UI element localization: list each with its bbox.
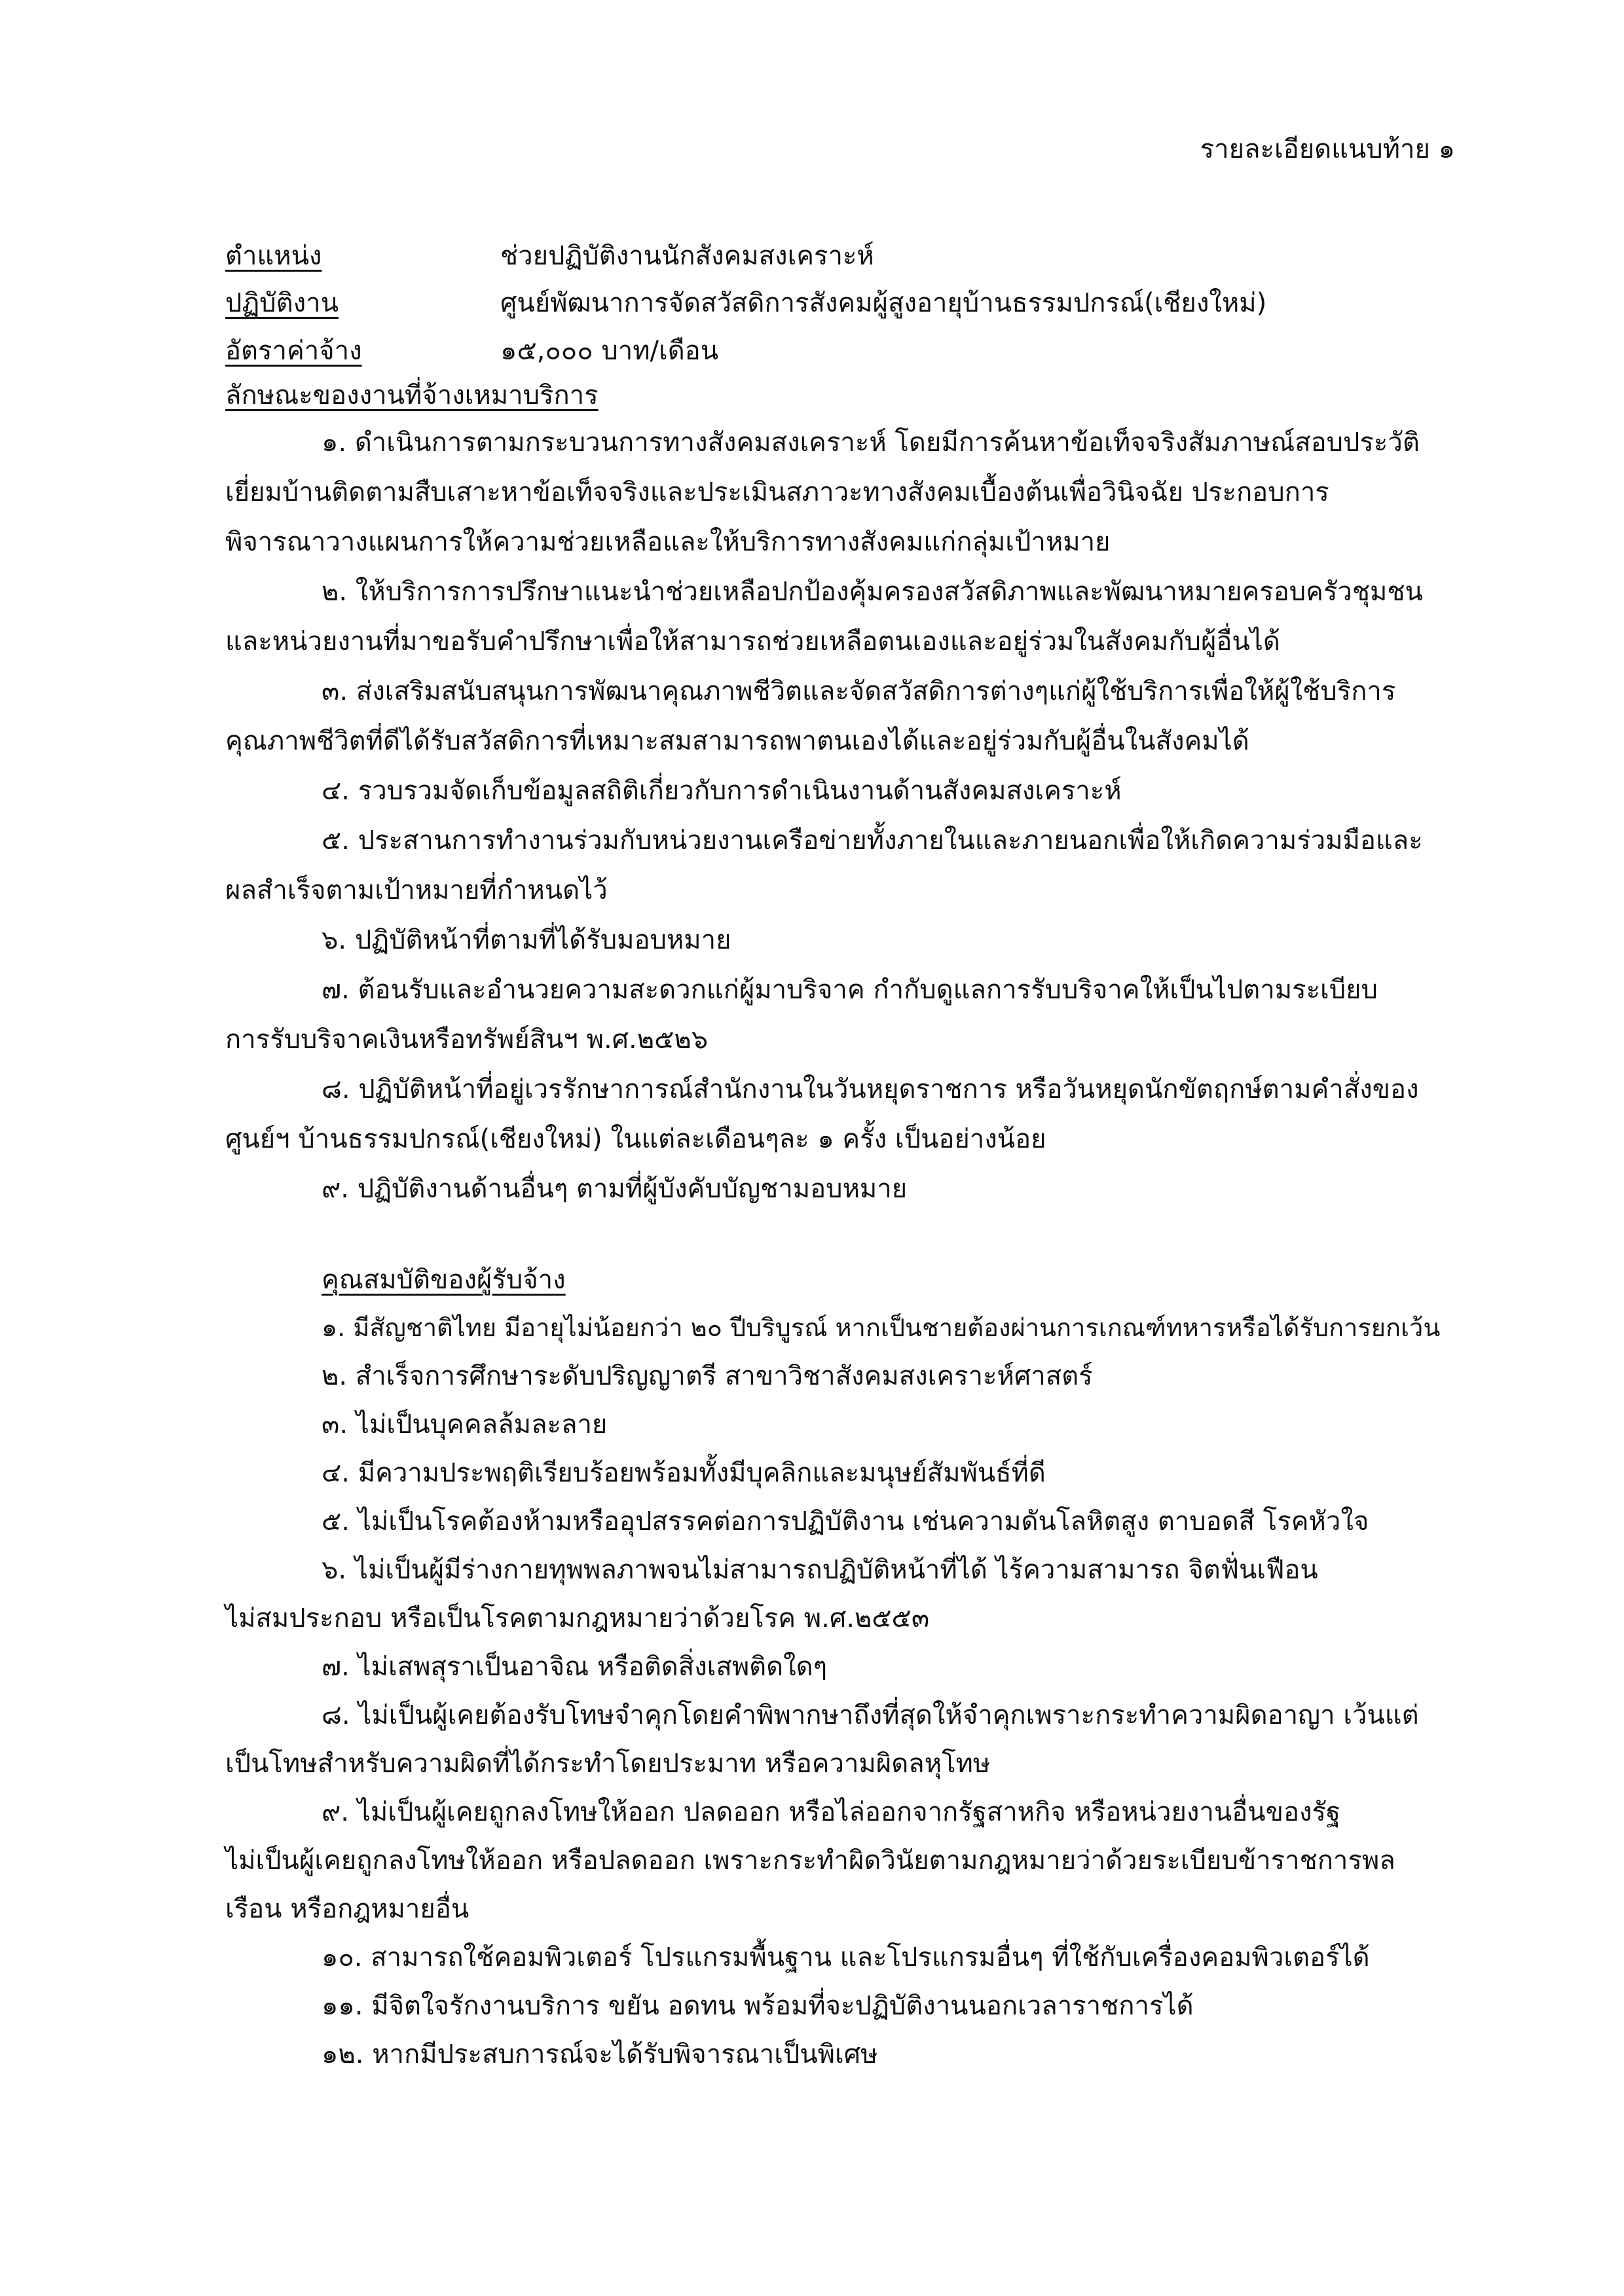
annex-label: รายละเอียดแนบท้าย ๑ (1200, 134, 1455, 164)
qual-item-8-cont: เป็นโทษสำหรับความผิดที่ได้กระทำโดยประมาท หรือความผิดลหุโทษ (225, 1749, 991, 1779)
job-item-3: ๓. ส่งเสริมสนับสนุนการพัฒนาคุณภาพชีวิตและจัดสวัสดิการต่างๆแก่ผู้ใช้บริการเพื่อให้ผู้ใช้บริการ (322, 676, 1396, 706)
job-item-7: ๗. ต้อนรับและอำนวยความสะดวกแก่ผู้มาบริจาค กำกับดูแลการรับบริจาคให้เป็นไปตามระเบียบ (322, 975, 1378, 1005)
qual-item-7: ๗. ไม่เสพสุราเป็นอาจิณ หรือติดสิ่งเสพติดใดๆ (322, 1652, 828, 1682)
position-label: ตำแหน่ง (225, 241, 322, 271)
job-description-heading: ลักษณะของงานที่จ้างเหมาบริการ (225, 380, 599, 410)
wage-label: อัตราค่าจ้าง (225, 336, 362, 366)
qual-item-11: ๑๑. มีจิตใจรักงานบริการ ขยัน อดทน พร้อมที่จะปฏิบัติงานนอกเวลาราชการได้ (322, 1991, 1194, 2021)
qual-item-4: ๔. มีความประพฤติเรียบร้อยพร้อมทั้งมีบุคลิกและมนุษย์สัมพันธ์ที่ดี (322, 1458, 1046, 1488)
qual-item-10: ๑๐. สามารถใช้คอมพิวเตอร์ โปรแกรมพื้นฐาน และโปรแกรมอื่นๆ ที่ใช้กับเครื่องคอมพิวเตอร์ได้ (322, 1942, 1370, 1973)
qualifications-heading: คุณสมบัติของผู้รับจ้าง (322, 1265, 566, 1295)
job-item-5-cont: ผลสำเร็จตามเป้าหมายที่กำหนดไว้ (225, 875, 608, 905)
job-item-6: ๖. ปฏิบัติหน้าที่ตามที่ได้รับมอบหมาย (322, 925, 731, 955)
job-item-8: ๘. ปฏิบัติหน้าที่อยู่เวรรักษาการณ์สำนักงานในวันหยุดราชการ หรือวันหยุดนักขัตฤกษ์ตามคำสั่งของ (322, 1074, 1419, 1104)
job-item-1-cont: เยี่ยมบ้านติดตามสืบเสาะหาข้อเท็จจริงและประเมินสภาวะทางสังคมเบื้องต้นเพื่อวินิจฉัย ประกอบการ (225, 477, 1329, 507)
workplace-label: ปฏิบัติงาน (225, 288, 339, 318)
job-item-7-cont: การรับบริจาคเงินหรือทรัพย์สินฯ พ.ศ.๒๕๒๖ (225, 1025, 709, 1055)
qual-item-12: ๑๒. หากมีประสบการณ์จะได้รับพิจารณาเป็นพิเศษ (322, 2039, 878, 2069)
job-item-2-cont: และหน่วยงานที่มาขอรับคำปรึกษาเพื่อให้สามารถช่วยเหลือตนเองและอยู่ร่วมในสังคมกับผู้อื่นได้ (225, 627, 1280, 657)
job-item-1: ๑. ดำเนินการตามกระบวนการทางสังคมสงเคราะห์ โดยมีการค้นหาข้อเท็จจริงสัมภาษณ์สอบประวัติ (322, 428, 1420, 458)
job-item-1-cont: พิจารณาวางแผนการให้ความช่วยเหลือและให้บริการทางสังคมแก่กลุ่มเป้าหมาย (225, 527, 1111, 557)
qual-item-9-cont: ไม่เป็นผู้เคยถูกลงโทษให้ออก หรือปลดออก เพราะกระทำผิดวินัยตามกฎหมายว่าด้วยระเบียบข้าราชการพล (225, 1846, 1395, 1876)
job-item-5: ๕. ประสานการทำงานร่วมกับหน่วยงานเครือข่ายทั้งภายในและภายนอกเพื่อให้เกิดความร่วมมือและ (322, 826, 1423, 856)
qual-item-9-cont: เรือน หรือกฎหมายอื่น (225, 1894, 470, 1924)
job-item-9: ๙. ปฏิบัติงานด้านอื่นๆ ตามที่ผู้บังคับบัญชามอบหมาย (322, 1174, 908, 1204)
qual-item-6: ๖. ไม่เป็นผู้มีร่างกายทุพพลภาพจนไม่สามารถปฏิบัติหน้าที่ได้ ไร้ความสามารถ จิตฟั่นเฟือน (322, 1555, 1318, 1585)
qual-item-1: ๑. มีสัญชาติไทย มีอายุไม่น้อยกว่า ๒๐ ปีบริบูรณ์ หากเป็นชายต้องผ่านการเกณฑ์ทหารหรือได้รับการยกเว้น (322, 1313, 1441, 1342)
wage-value: ๑๕,๐๐๐ บาท/เดือน (500, 336, 719, 366)
workplace-value: ศูนย์พัฒนาการจัดสวัสดิการสังคมผู้สูงอายุบ้านธรรมปกรณ์(เชียงใหม่) (500, 288, 1267, 318)
job-item-3-cont: คุณภาพชีวิตที่ดีได้รับสวัสดิการที่เหมาะสมสามารถพาตนเองได้และอยู่ร่วมกับผู้อื่นในสังคมได้ (225, 726, 1249, 756)
job-item-2: ๒. ให้บริการการปรึกษาแนะนำช่วยเหลือปกป้องคุ้มครองสวัสดิภาพและพัฒนาหมายครอบครัวชุมชน (322, 577, 1423, 607)
qual-item-5: ๕. ไม่เป็นโรคต้องห้ามหรืออุปสรรคต่อการปฏิบัติงาน เช่นความดันโลหิตสูง ตาบอดสี โรคหัวใจ (322, 1506, 1369, 1537)
qual-item-3: ๓. ไม่เป็นบุคคลล้มละลาย (322, 1410, 608, 1440)
qual-item-6-cont: ไม่สมประกอบ หรือเป็นโรคตามกฎหมายว่าด้วยโรค พ.ศ.๒๕๕๓ (225, 1603, 930, 1633)
job-item-4: ๔. รวบรวมจัดเก็บข้อมูลสถิติเกี่ยวกับการดำเนินงานด้านสังคมสงเคราะห์ (322, 776, 1122, 806)
qual-item-2: ๒. สำเร็จการศึกษาระดับปริญญาตรี สาขาวิชาสังคมสงเคราะห์ศาสตร์ (322, 1361, 1093, 1391)
job-item-8-cont: ศูนย์ฯ บ้านธรรมปกรณ์(เชียงใหม่) ในแต่ละเดือนๆละ ๑ ครั้ง เป็นอย่างน้อย (225, 1124, 1046, 1154)
position-value: ช่วยปฏิบัติงานนักสังคมสงเคราะห์ (500, 241, 874, 271)
qual-item-8: ๘. ไม่เป็นผู้เคยต้องรับโทษจำคุกโดยคำพิพากษาถึงที่สุดให้จำคุกเพราะกระทำความผิดอาญา เว้นแต่ (322, 1700, 1419, 1730)
qual-item-9: ๙. ไม่เป็นผู้เคยถูกลงโทษให้ออก ปลดออก หรือไล่ออกจากรัฐสาหกิจ หรือหน่วยงานอื่นของรัฐ (322, 1797, 1341, 1827)
